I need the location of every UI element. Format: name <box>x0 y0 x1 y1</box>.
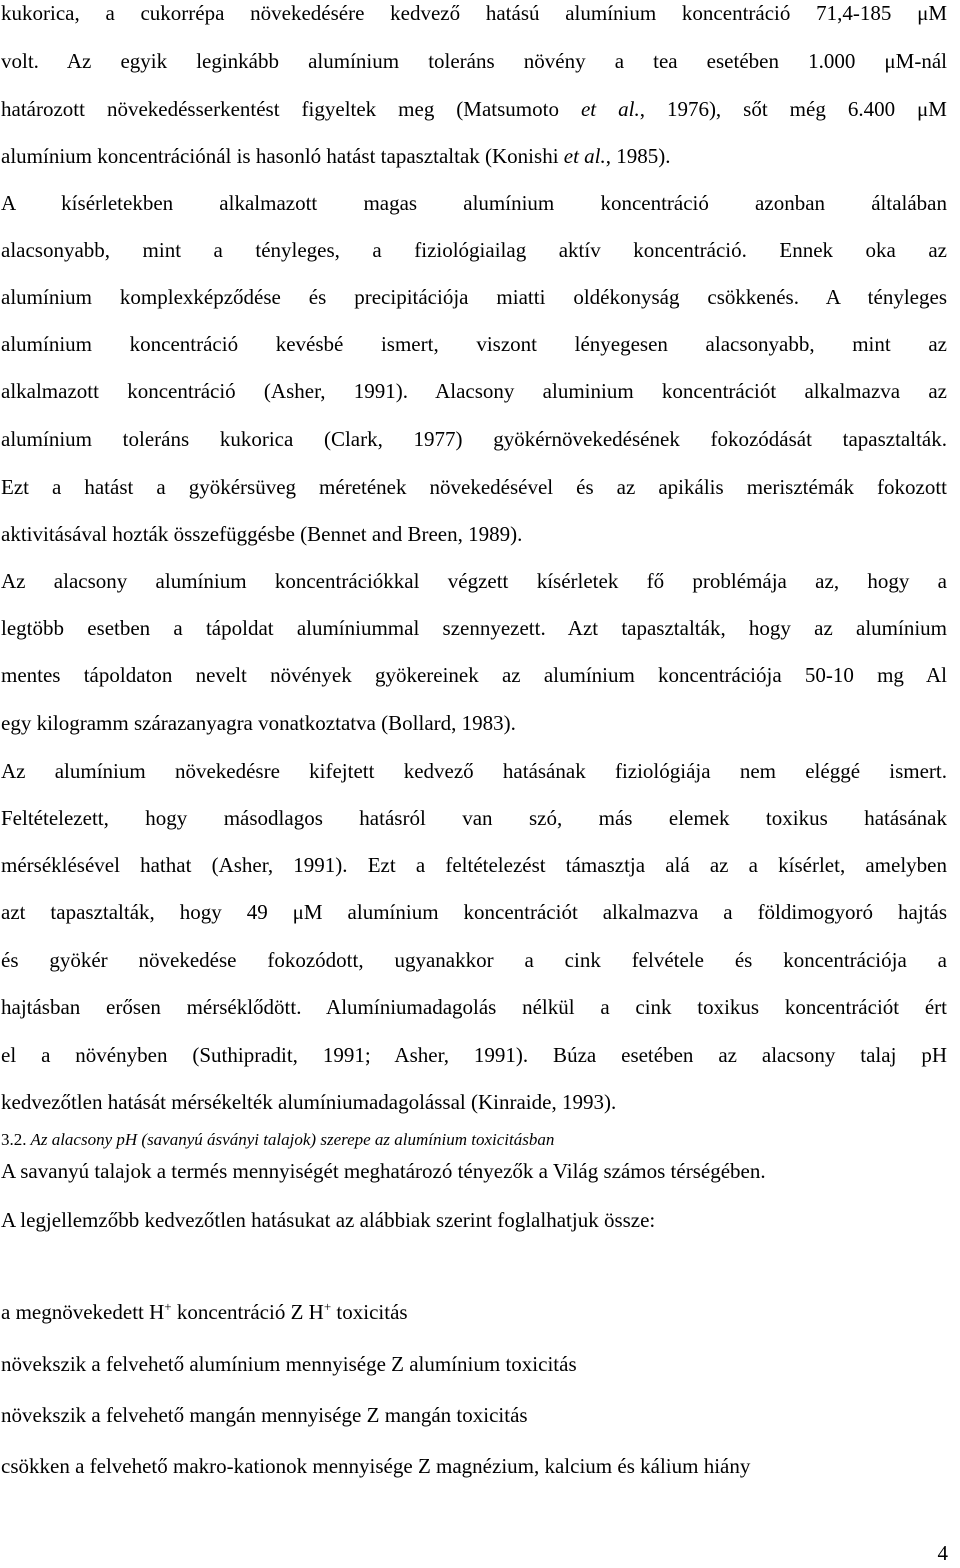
list-item: növekszik a felvehető mangán mennyisége Z mangán toxicitás <box>1 1403 528 1427</box>
text-run: határozott növekedésserkentést figyeltek meg (Matsumoto <box>1 97 581 121</box>
paragraph-line: A kísérletekben alkalmazott magas alumínium koncentráció azonban általában <box>1 191 947 215</box>
paragraph-line: alacsonyabb, mint a tényleges, a fiziológiailag aktív koncentráció. Ennek oka az <box>1 238 947 262</box>
text-run: , 1976), sőt még 6.400 μM <box>639 97 947 121</box>
list-item: növekszik a felvehető alumínium mennyisége Z alumínium toxicitás <box>1 1352 577 1376</box>
paragraph-line: alumínium koncentráció kevésbé ismert, viszont lényegesen alacsonyabb, mint az <box>1 332 947 356</box>
paragraph-line: aktivitásával hozták összefüggésbe (Bennet and Breen, 1989). <box>1 522 523 546</box>
paragraph-line: A savanyú talajok a termés mennyiségét meghatározó tényezők a Világ számos térségében. <box>1 1159 766 1183</box>
paragraph-line: kukorica, a cukorrépa növekedésére kedvező hatású alumínium koncentráció 71,4-185 μM <box>1 1 947 25</box>
superscript: + <box>323 1299 332 1314</box>
page-number: 4 <box>937 1541 948 1565</box>
paragraph-line: azt tapasztalták, hogy 49 μM alumínium koncentrációt alkalmazva a földimogyoró hajtás <box>1 900 947 924</box>
paragraph-line: hajtásban erősen mérséklődött. Alumíniumadagolás nélkül a cink toxikus koncentrációt ért <box>1 995 947 1019</box>
paragraph-line: alkalmazott koncentráció (Asher, 1991). Alacsony aluminium koncentrációt alkalmazva az <box>1 379 947 403</box>
paragraph-line: mérséklésével hathat (Asher, 1991). Ezt a feltételezést támasztja alá az a kísérlet, amelyben <box>1 853 947 877</box>
text-run: alumínium koncentrációnál is hasonló hatást tapasztaltak (Konishi <box>1 144 564 168</box>
italic-text: et al. <box>563 144 606 168</box>
paragraph-line: kedvezőtlen hatását mérsékelték alumíniumadagolással (Kinraide, 1993). <box>1 1090 617 1114</box>
paragraph-line: Feltételezett, hogy másodlagos hatásról van szó, más elemek toxikus hatásának <box>1 806 947 830</box>
section-heading <box>1 1128 554 1152</box>
text-run: koncentráció Z H <box>171 1300 324 1324</box>
paragraph-line: alumínium toleráns kukorica (Clark, 1977) gyökérnövekedésének fokozódását tapasztalták. <box>1 427 947 451</box>
paragraph-line: A legjellemzőbb kedvezőtlen hatásukat az alábbiak szerint foglalhatjuk össze: <box>1 1208 656 1232</box>
text-run: , 1985). <box>605 144 671 168</box>
paragraph-line: Az alacsony alumínium koncentrációkkal végzett kísérletek fő problémája az, hogy a <box>1 569 947 593</box>
paragraph-line: Az alumínium növekedésre kifejtett kedvező hatásának fiziológiája nem eléggé ismert. <box>1 759 947 783</box>
list-item <box>1 1297 947 1327</box>
paragraph-line <box>1 141 947 171</box>
paragraph-line: Ezt a hatást a gyökérsüveg méretének növekedésével és az apikális merisztémák fokozott <box>1 475 947 499</box>
italic-text: et al. <box>580 97 640 121</box>
text-run: a megnövekedett H <box>1 1300 165 1324</box>
paragraph-line: alumínium komplexképződése és precipitációja miatti oldékonyság csökkenés. A tényleges <box>1 285 947 309</box>
paragraph-line: legtöbb esetben a tápoldat alumíniummal szennyezett. Azt tapasztalták, hogy az alumínium <box>1 616 947 640</box>
paragraph-line: el a növényben (Suthipradit, 1991; Asher, 1991). Búza esetében az alacsony talaj pH <box>1 1043 947 1067</box>
paragraph-line: és gyökér növekedése fokozódott, ugyanakkor a cink felvétele és koncentrációja a <box>1 948 947 972</box>
paragraph-line: mentes tápoldaton nevelt növények gyökereinek az alumínium koncentrációja 50-10 mg Al <box>1 663 947 687</box>
paragraph-line: egy kilogramm szárazanyagra vonatkoztatva (Bollard, 1983). <box>1 711 516 735</box>
list-item: csökken a felvehető makro-kationok mennyisége Z magnézium, kalcium és kálium hiány <box>1 1454 751 1478</box>
paragraph-line: volt. Az egyik leginkább alumínium toleráns növény a tea esetében 1.000 μM-nál <box>1 49 947 73</box>
text-run: toxicitás <box>331 1300 408 1324</box>
section-title: Az alacsony pH (savanyú ásványi talajok) szerepe az alumínium toxicitásban <box>30 1130 555 1149</box>
paragraph-line <box>1 94 947 124</box>
section-number: 3.2. <box>1 1130 27 1149</box>
superscript: + <box>164 1299 172 1314</box>
